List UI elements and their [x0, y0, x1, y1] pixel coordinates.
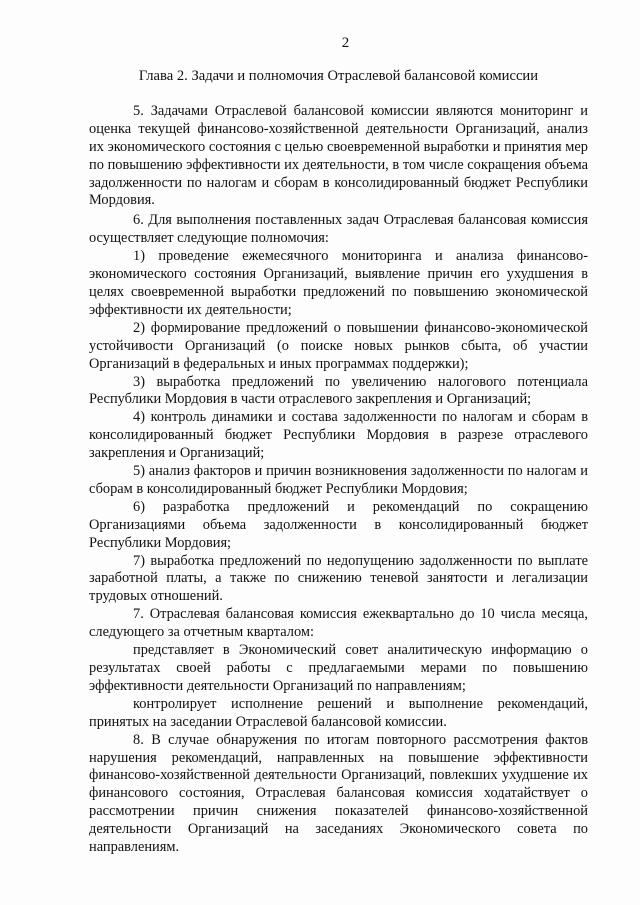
paragraph-item-6: 6. Для выполнения поставленных задач Отраслевая балансовая комиссия осуществляет следующие полномочия: — [89, 212, 588, 247]
list-item-6: 6) разработка предложений и рекомендаций по сокращению Организациями объема задолженности в консолидированный бюджет Республики Мордовия; — [89, 498, 588, 551]
paragraph-item-5: 5. Задачами Отраслевой балансовой комиссии являются мониторинг и оценка текущей финансово-хозяйственной деятельности Организаций, анализ их экономического состояния с целью своевременной выработки и принятия мер по повышению эффективности их деятельности, в том числе сокращения объема задолженности по налогам и сборам в консолидированный бюджет Республики Мордовия. — [89, 102, 588, 209]
list-item-3: 3) выработка предложений по увеличению налогового потенциала Республики Мордовия в части отраслевого закрепления и Организаций; — [89, 373, 588, 408]
chapter-title: Глава 2. Задачи и полномочия Отраслевой балансовой комиссии — [138, 68, 539, 84]
paragraph-7-clause-1: представляет в Экономический совет аналитическую информацию о результатах своей работы с предлагаемыми мерами по повышению эффективности деятельности Организаций по направлениям; — [89, 642, 588, 694]
paragraph-item-8: 8. В случае обнаружения по итогам повторного рассмотрения фактов нарушения рекомендаций, направленных на повышение эффективности финансово-хозяйственной деятельности Организаций, повлекших ухудшение их финансового состояния, Отраслевая балансовая комиссия ходатайствует о рассмотрении причин снижения показателей финансово-хозяйственной деятельности Организаций на заседаниях Экономического совета по направлениям. — [89, 731, 588, 856]
paragraph-7-clause-2: контролирует исполнение решений и выполнение рекомендаций, принятых на заседании Отраслевой балансовой комиссии. — [89, 695, 588, 730]
list-item-7: 7) выработка предложений по недопущению задолженности по выплате заработной платы, а также по снижению теневой занятости и легализации трудовых отношений. — [89, 552, 588, 605]
list-item-4: 4) контроль динамики и состава задолженности по налогам и сборам в консолидированный бюджет Республики Мордовия в разрезе отраслевого закрепления и Организаций; — [89, 409, 588, 462]
paragraph-item-7: 7. Отраслевая балансовая комиссия ежеквартально до 10 числа месяца, следующего за отчетным кварталом: — [89, 606, 588, 641]
list-item-5: 5) анализ факторов и причин возникновения задолженности по налогам и сборам в консолидированный бюджет Республики Мордовия; — [89, 463, 588, 497]
list-item-1: 1) проведение ежемесячного мониторинга и анализа финансово-экономического состояния Организаций, выявление причин его ухудшения в целях своевременной выработки предложений по повышению экономической эффективности их деятельности; — [89, 248, 588, 318]
page-number: 2 — [341, 35, 350, 51]
list-item-2: 2) формирование предложений о повышении финансово-экономической устойчивости Организаций (о поиске новых рынков сбыта, об участии Организаций в федеральных и иных программах поддержки); — [89, 319, 588, 372]
